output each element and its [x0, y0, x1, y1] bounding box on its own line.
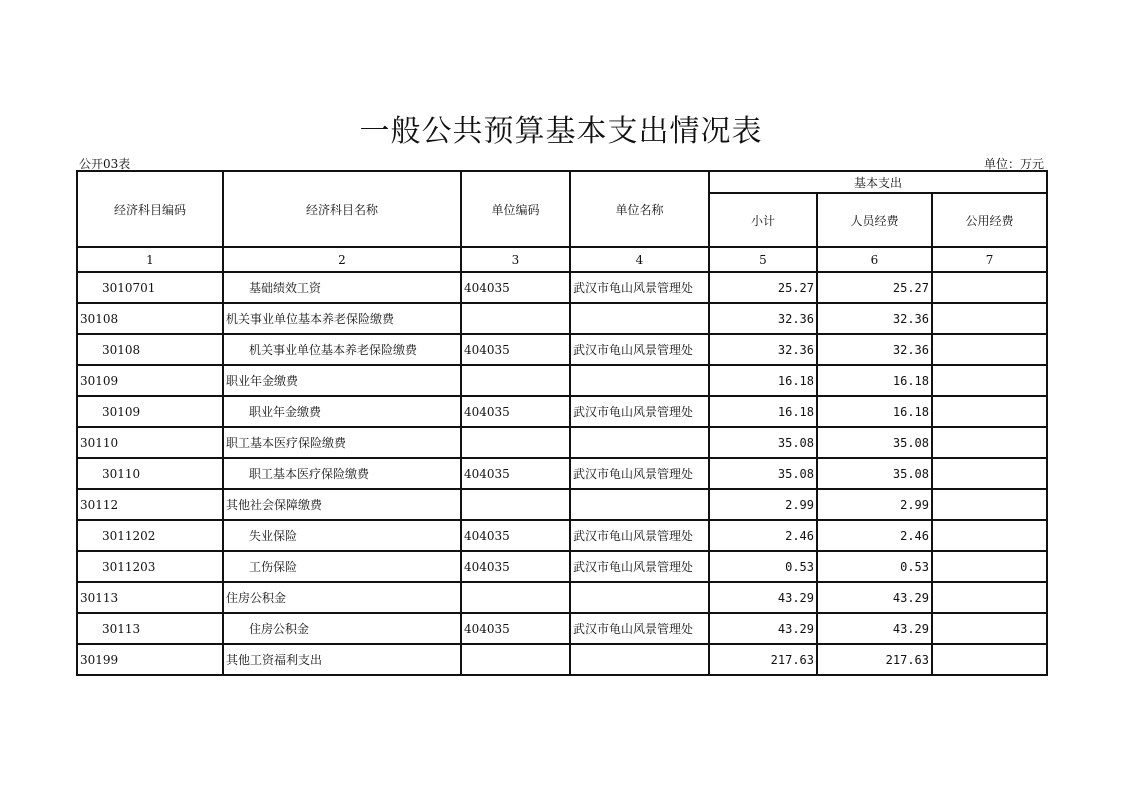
cell-economic-name: 基础绩效工资 [223, 272, 461, 303]
cell-unit-code [461, 582, 570, 613]
cell-economic-code: 30109 [77, 365, 223, 396]
cell-personnel-cost: 217.63 [817, 644, 932, 675]
cell-unit-code: 404035 [461, 334, 570, 365]
cell-economic-name: 职业年金缴费 [223, 365, 461, 396]
cell-economic-code: 3011202 [77, 520, 223, 551]
cell-economic-code: 30108 [77, 303, 223, 334]
cell-personnel-cost: 0.53 [817, 551, 932, 582]
table-row [77, 303, 1047, 334]
cell-economic-code: 30109 [77, 396, 223, 427]
cell-economic-name: 其他社会保障缴费 [223, 489, 461, 520]
form-number: 公开03表 [79, 157, 131, 171]
cell-unit-name: 武汉市龟山风景管理处 [570, 396, 709, 427]
cell-economic-code: 30110 [77, 458, 223, 489]
cell-subtotal: 0.53 [709, 551, 817, 582]
page-title: 一般公共预算基本支出情况表 [359, 114, 763, 149]
table-row [77, 396, 1047, 427]
cell-economic-name: 机关事业单位基本养老保险缴费 [223, 303, 461, 334]
column-index: 2 [223, 247, 461, 272]
cell-public-cost [932, 365, 1047, 396]
cell-public-cost [932, 272, 1047, 303]
unit-label: 单位：万元 [983, 157, 1044, 171]
cell-unit-name: 武汉市龟山风景管理处 [570, 272, 709, 303]
table-row [77, 582, 1047, 613]
header-personnel-cost: 人员经费 [817, 193, 932, 247]
header-subtotal: 小计 [709, 193, 817, 247]
column-index: 4 [570, 247, 709, 272]
cell-unit-code [461, 303, 570, 334]
cell-economic-name: 住房公积金 [223, 582, 461, 613]
cell-economic-name: 职工基本医疗保险缴费 [223, 458, 461, 489]
cell-unit-name: 武汉市龟山风景管理处 [570, 551, 709, 582]
table-row [77, 551, 1047, 582]
column-index: 3 [461, 247, 570, 272]
cell-economic-code: 30110 [77, 427, 223, 458]
table-row [77, 644, 1047, 675]
table-row [77, 365, 1047, 396]
cell-economic-code: 30113 [77, 613, 223, 644]
cell-public-cost [932, 396, 1047, 427]
cell-public-cost [932, 644, 1047, 675]
header-basic-expenditure: 基本支出 [709, 171, 1047, 193]
cell-personnel-cost: 43.29 [817, 582, 932, 613]
cell-subtotal: 35.08 [709, 427, 817, 458]
cell-economic-name: 住房公积金 [223, 613, 461, 644]
table-row [77, 520, 1047, 551]
cell-subtotal: 16.18 [709, 396, 817, 427]
header-public-cost: 公用经费 [932, 193, 1047, 247]
cell-public-cost [932, 613, 1047, 644]
cell-unit-name: 武汉市龟山风景管理处 [570, 334, 709, 365]
cell-unit-code: 404035 [461, 551, 570, 582]
cell-unit-name: 武汉市龟山风景管理处 [570, 520, 709, 551]
cell-subtotal: 35.08 [709, 458, 817, 489]
cell-unit-name [570, 365, 709, 396]
header-economic-name: 经济科目名称 [223, 171, 461, 247]
cell-unit-code: 404035 [461, 458, 570, 489]
cell-subtotal: 43.29 [709, 613, 817, 644]
column-index: 6 [817, 247, 932, 272]
cell-subtotal: 217.63 [709, 644, 817, 675]
cell-unit-code [461, 427, 570, 458]
cell-public-cost [932, 551, 1047, 582]
table-row [77, 489, 1047, 520]
table-row [77, 458, 1047, 489]
cell-unit-name [570, 489, 709, 520]
cell-unit-name [570, 582, 709, 613]
cell-economic-name: 机关事业单位基本养老保险缴费 [223, 334, 461, 365]
cell-subtotal: 43.29 [709, 582, 817, 613]
cell-public-cost [932, 303, 1047, 334]
cell-personnel-cost: 32.36 [817, 334, 932, 365]
cell-unit-code: 404035 [461, 613, 570, 644]
cell-public-cost [932, 427, 1047, 458]
cell-personnel-cost: 43.29 [817, 613, 932, 644]
cell-unit-name [570, 427, 709, 458]
header-unit-code: 单位编码 [461, 171, 570, 247]
cell-unit-name [570, 303, 709, 334]
table-row [77, 613, 1047, 644]
cell-economic-code: 30112 [77, 489, 223, 520]
column-index-row [77, 247, 1047, 272]
cell-personnel-cost: 16.18 [817, 365, 932, 396]
cell-personnel-cost: 35.08 [817, 458, 932, 489]
cell-subtotal: 16.18 [709, 365, 817, 396]
cell-personnel-cost: 32.36 [817, 303, 932, 334]
cell-public-cost [932, 458, 1047, 489]
cell-subtotal: 2.46 [709, 520, 817, 551]
header-economic-code: 经济科目编码 [77, 171, 223, 247]
cell-economic-code: 30108 [77, 334, 223, 365]
cell-personnel-cost: 2.99 [817, 489, 932, 520]
cell-public-cost [932, 489, 1047, 520]
cell-personnel-cost: 25.27 [817, 272, 932, 303]
cell-public-cost [932, 520, 1047, 551]
cell-subtotal: 25.27 [709, 272, 817, 303]
cell-unit-code: 404035 [461, 272, 570, 303]
cell-unit-code: 404035 [461, 396, 570, 427]
cell-unit-name: 武汉市龟山风景管理处 [570, 458, 709, 489]
cell-public-cost [932, 334, 1047, 365]
cell-economic-code: 30113 [77, 582, 223, 613]
cell-subtotal: 2.99 [709, 489, 817, 520]
cell-economic-name: 职业年金缴费 [223, 396, 461, 427]
cell-economic-name: 失业保险 [223, 520, 461, 551]
column-index: 7 [932, 247, 1047, 272]
cell-economic-name: 其他工资福利支出 [223, 644, 461, 675]
cell-unit-name: 武汉市龟山风景管理处 [570, 613, 709, 644]
table-body [77, 272, 1047, 675]
cell-economic-name: 职工基本医疗保险缴费 [223, 427, 461, 458]
cell-economic-code: 3011203 [77, 551, 223, 582]
table-row [77, 334, 1047, 365]
cell-unit-name [570, 644, 709, 675]
cell-public-cost [932, 582, 1047, 613]
column-index: 5 [709, 247, 817, 272]
cell-personnel-cost: 16.18 [817, 396, 932, 427]
cell-economic-code: 3010701 [77, 272, 223, 303]
table-row [77, 427, 1047, 458]
budget-table [76, 170, 1048, 676]
cell-subtotal: 32.36 [709, 334, 817, 365]
cell-economic-code: 30199 [77, 644, 223, 675]
cell-unit-code: 404035 [461, 520, 570, 551]
cell-unit-code [461, 644, 570, 675]
cell-subtotal: 32.36 [709, 303, 817, 334]
cell-personnel-cost: 35.08 [817, 427, 932, 458]
cell-unit-code [461, 365, 570, 396]
header-unit-name: 单位名称 [570, 171, 709, 247]
cell-unit-code [461, 489, 570, 520]
cell-economic-name: 工伤保险 [223, 551, 461, 582]
table-row [77, 272, 1047, 303]
column-index: 1 [77, 247, 223, 272]
cell-personnel-cost: 2.46 [817, 520, 932, 551]
